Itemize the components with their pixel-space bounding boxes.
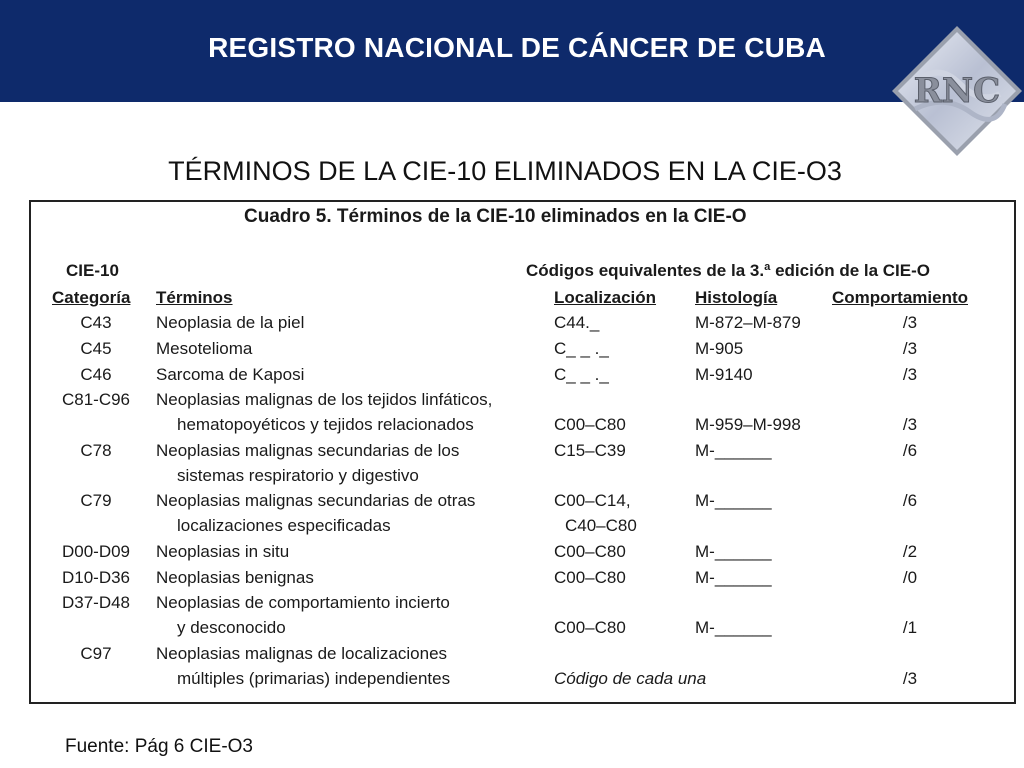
row-histologia: M-______: [695, 568, 772, 587]
row-comportamiento: /6: [902, 441, 918, 460]
row-categoria: C45: [80, 339, 112, 358]
row-localizacion: C_ _ ._: [554, 339, 609, 358]
group-header-cie10: CIE-10: [66, 261, 119, 280]
row-termino: Mesotelioma: [156, 339, 253, 358]
row-termino-cont: múltiples (primarias) independientes: [177, 669, 451, 688]
row-localizacion: C00–C80: [554, 568, 626, 587]
row-termino: Neoplasias in situ: [156, 542, 290, 561]
col-header-comportamiento: Comportamiento: [832, 288, 968, 307]
col-header-histologia: Histología: [695, 288, 778, 307]
row-localizacion: C44._: [554, 313, 600, 332]
row-termino: Neoplasias malignas secundarias de los: [156, 441, 460, 460]
row-termino: Neoplasias malignas de localizaciones: [156, 644, 448, 663]
row-categoria: D37-D48: [61, 593, 131, 612]
row-localizacion: C00–C14,: [554, 491, 631, 510]
row-termino: Neoplasias malignas de los tejidos linfáticos,: [156, 390, 493, 409]
table-caption: Cuadro 5. Términos de la CIE-10 eliminados en la CIE-O: [244, 206, 747, 227]
row-comportamiento: /2: [902, 542, 918, 561]
row-localizacion: C00–C80: [554, 542, 626, 561]
col-header-localizacion: Localización: [554, 288, 657, 307]
row-comportamiento: /6: [902, 491, 918, 510]
row-categoria: D10-D36: [61, 568, 131, 587]
row-categoria: C43: [80, 313, 112, 332]
row-categoria: C79: [80, 491, 112, 510]
slide-subtitle: TÉRMINOS DE LA CIE-10 ELIMINADOS EN LA CIE-O3: [168, 156, 842, 186]
row-localizacion-cont: C40–C80: [565, 516, 637, 535]
row-comportamiento: /3: [902, 313, 918, 332]
row-histologia: M-______: [695, 491, 772, 510]
row-categoria: C78: [80, 441, 112, 460]
row-termino: Neoplasias malignas secundarias de otras: [156, 491, 476, 510]
row-categoria: C46: [80, 365, 112, 384]
row-termino-cont: hematopoyéticos y tejidos relacionados: [177, 415, 474, 434]
logo-text: RNC: [913, 71, 1001, 111]
rnc-logo: [890, 24, 1024, 158]
row-termino: Neoplasia de la piel: [156, 313, 305, 332]
row-termino: Neoplasias benignas: [156, 568, 314, 587]
header-title: REGISTRO NACIONAL DE CÁNCER DE CUBA: [208, 32, 826, 63]
row-histologia: M-872–M-879: [695, 313, 801, 332]
row-comportamiento: /3: [902, 365, 918, 384]
row-histologia: M-905: [695, 339, 744, 358]
row-localizacion: C_ _ ._: [554, 365, 609, 384]
row-categoria: C97: [80, 644, 112, 663]
row-localizacion: C15–C39: [554, 441, 626, 460]
row-categoria: C81-C96: [61, 390, 131, 409]
col-header-categoria: Categoría: [52, 288, 131, 307]
row-categoria: D00-D09: [61, 542, 131, 561]
group-header-cieo: Códigos equivalentes de la 3.ª edición de la CIE-O: [526, 261, 930, 280]
row-comportamiento: /3: [902, 339, 918, 358]
row-histologia: M-______: [695, 618, 772, 637]
row-comportamiento: /3: [902, 669, 918, 688]
row-histologia: M-9140: [695, 365, 753, 384]
row-localizacion: Código de cada una: [554, 669, 707, 688]
source-note: Fuente: Pág 6 CIE-O3: [65, 736, 253, 757]
row-histologia: M-959–M-998: [695, 415, 801, 434]
row-histologia: M-______: [695, 441, 772, 460]
row-termino-cont: sistemas respiratorio y digestivo: [177, 466, 419, 485]
col-header-terminos: Términos: [156, 288, 233, 307]
row-termino-cont: localizaciones especificadas: [177, 516, 391, 535]
row-histologia: M-______: [695, 542, 772, 561]
row-comportamiento: /1: [902, 618, 918, 637]
row-termino: Neoplasias de comportamiento incierto: [156, 593, 450, 612]
row-localizacion: C00–C80: [554, 415, 626, 434]
row-termino: Sarcoma de Kaposi: [156, 365, 305, 384]
row-termino-cont: y desconocido: [177, 618, 286, 637]
row-localizacion: C00–C80: [554, 618, 626, 637]
row-comportamiento: /3: [902, 415, 918, 434]
row-comportamiento: /0: [902, 568, 918, 587]
